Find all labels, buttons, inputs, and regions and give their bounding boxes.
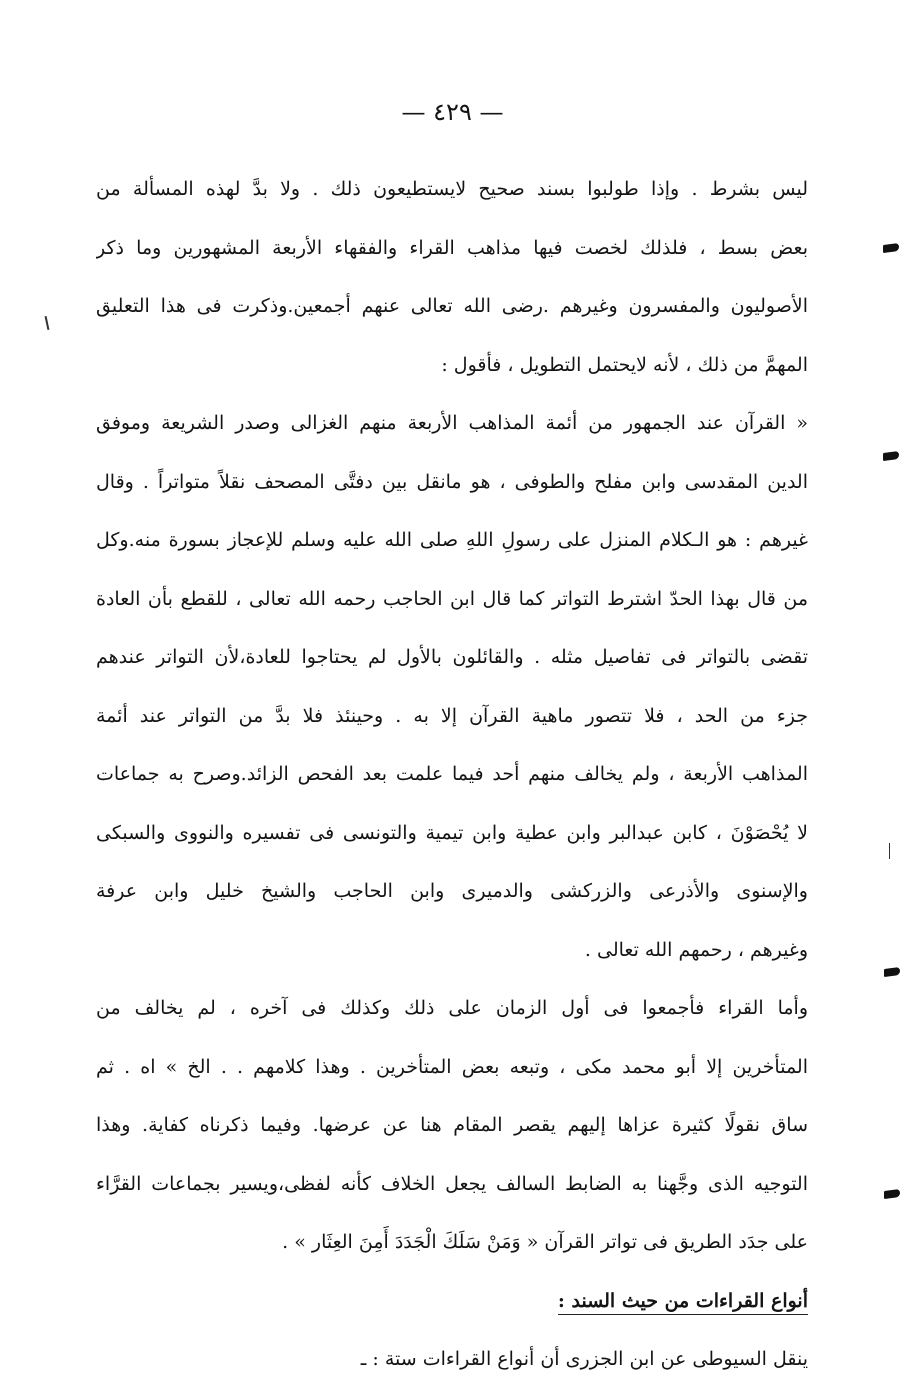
text-line: غيرهم : هو الـكلام المنزل على رسولِ اللهِ صلى الله عليه وسلم للإعجاز بسورة منه.وكل <box>96 529 808 551</box>
text-line: بعض بسط ، فلذلك لخصت فيها مذاهب القراء والفقهاء الأربعة المشهورين وما ذكر <box>96 236 808 259</box>
text-line: الدين المقدسى وابن مفلح والطوفى ، هو مانقل بين دفتَّى المصحف نقلاً متواتراً . وقال <box>96 470 808 493</box>
margin-tick-mark <box>45 316 50 330</box>
text-line: ساق نقولًا كثيرة عزاها إليهم يقصر المقام هنا عن عرضها. وفيما ذكرناه كفاية. وهذا <box>96 1114 808 1136</box>
text-line: وغيرهم ، رحمهم الله تعالى . <box>584 938 808 961</box>
paragraph-3 <box>96 979 808 1272</box>
section-heading-text: أنواع القراءات من حيث السند : <box>558 1290 808 1315</box>
text-line: المهمَّ من ذلك ، لأنه لايحتمل التطويل ، فأقول : <box>441 353 808 376</box>
binding-hole-mark <box>883 451 899 461</box>
text-line: من قال بهذا الحدّ اشترط التواتر كما قال ابن الحاجب رحمه الله تعالى ، للقطع بأن العادة <box>96 587 808 610</box>
text-line: جزء من الحد ، فلا تتصور ماهية القرآن إلا به . وحينئذ فلا بدَّ من التواتر عند أئمة <box>96 704 808 727</box>
section-paragraph <box>96 1330 808 1389</box>
text-line: المتأخرين إلا أبو محمد مكى ، وتبعه بعض المتأخرين . وهذا كلامهم . . الخ » اه . ثم <box>96 1055 808 1078</box>
margin-tick-mark <box>889 843 890 859</box>
binding-hole-mark <box>884 967 900 977</box>
text-line: على جدَد الطريق فى تواتر القرآن « وَمَنْ سَلَكَ الْجَدَدَ أَمِنَ العِثَار » . <box>282 1231 808 1253</box>
binding-hole-mark <box>884 1189 900 1199</box>
text-line: الأصوليون والمفسرون وغيرهم .رضى الله تعالى عنهم أجمعين.وذكرت فى هذا التعليق <box>96 295 808 317</box>
text-line: « القرآن عند الجمهور من أئمة المذاهب الأربعة منهم الغزالى وصدر الشريعة وموفق <box>96 412 808 434</box>
text-line: التوجيه الذى وجَّهنا به الضابط السالف يجعل الخلاف كأنه لفظى،ويسير بجماعات القرَّاء <box>96 1172 808 1195</box>
body-text <box>96 160 808 1389</box>
text-line: وأما القراء فأجمعوا فى أول الزمان على ذلك وكذلك فى آخره ، لم يخالف من <box>96 997 808 1019</box>
text-line: والإسنوى والأذرعى والزركشى والدميرى وابن الحاجب والشيخ خليل وابن عرفة <box>96 880 808 902</box>
text-line: ليس بشرط . وإذا طولبوا بسند صحيح لايستطيعون ذلك . ولا بدَّ لهذه المسألة من <box>96 178 808 200</box>
binding-hole-mark <box>883 243 899 253</box>
paragraph-2-quotation <box>96 394 808 979</box>
text-line: لا يُحْصَوْنَ ، كابن عبدالبر وابن عطية وابن تيمية والتونسى فى تفسيره والنووى والسبكى <box>96 821 808 844</box>
text-line: ينقل السيوطى عن ابن الجزرى أن أنواع القراءات ستة : ـ <box>360 1348 808 1370</box>
text-line: تقضى بالتواتر فى تفاصيل مثله . والقائلون بالأول لم يحتاجوا للعادة،لأن التواتر عندهم <box>96 646 808 668</box>
text-line: المذاهب الأربعة ، ولم يخالف منهم أحد فيما علمت بعد الفحص الزائد.وصرح به جماعات <box>96 763 808 785</box>
page-number: — ٤٢٩ — <box>401 98 504 126</box>
section-heading <box>96 1272 808 1331</box>
paragraph-1 <box>96 160 808 394</box>
